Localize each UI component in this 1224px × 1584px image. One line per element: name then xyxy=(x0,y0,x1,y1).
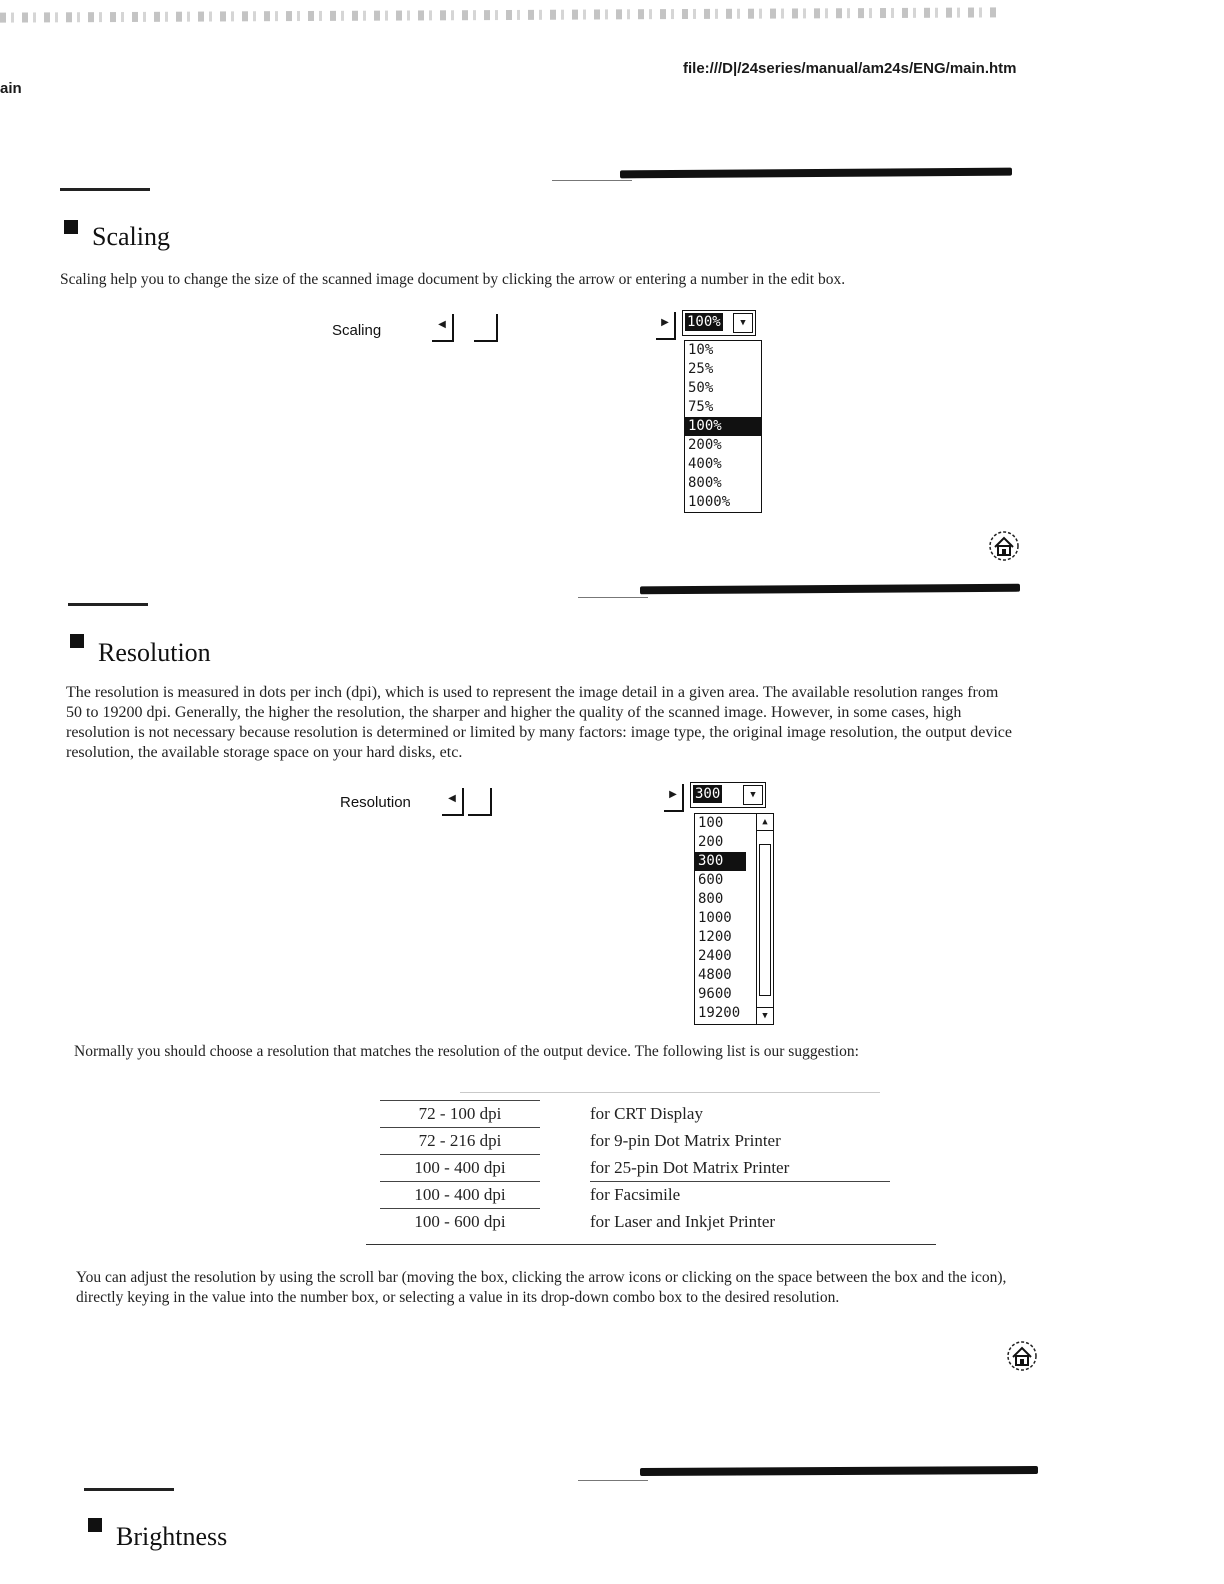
scroll-down-icon[interactable]: ▼ xyxy=(757,1007,773,1024)
scaling-option[interactable]: 10% xyxy=(688,342,714,358)
resolution-option[interactable]: 800 xyxy=(698,891,724,907)
resolution-scroll-track[interactable] xyxy=(468,788,492,816)
resolution-heading: Resolution xyxy=(98,638,211,667)
resolution-option[interactable]: 1200 xyxy=(698,929,732,945)
table-row xyxy=(380,1182,890,1209)
resolution-right-arrow-button[interactable] xyxy=(664,784,684,812)
device-name: for 9-pin Dot Matrix Printer xyxy=(590,1131,781,1150)
section-rule-long xyxy=(640,584,1020,595)
scaling-right-arrow-button[interactable] xyxy=(656,312,676,340)
device-name: for CRT Display xyxy=(590,1104,703,1123)
left-arrow-icon: ◀ xyxy=(438,319,446,330)
scaling-option-selected[interactable]: 100% xyxy=(685,417,761,436)
resolution-option[interactable]: 2400 xyxy=(698,948,732,964)
scaling-option[interactable]: 25% xyxy=(688,361,714,377)
scaling-option[interactable]: 1000% xyxy=(688,494,731,510)
resolution-suggestion-table xyxy=(380,1100,890,1235)
resolution-combo-value[interactable]: 300 xyxy=(695,786,721,802)
scaling-option[interactable]: 400% xyxy=(688,456,722,472)
table-row xyxy=(380,1155,890,1182)
resolution-option[interactable]: 200 xyxy=(698,834,724,850)
resolution-option[interactable]: 100 xyxy=(698,815,724,831)
dpi-range: 72 - 216 dpi xyxy=(380,1128,540,1155)
section-rule-long xyxy=(620,168,1012,179)
scroll-thumb[interactable] xyxy=(759,844,771,996)
scaling-options-list[interactable] xyxy=(684,340,762,513)
page-url: file:///D|/24series/manual/am24s/ENG/main.htm xyxy=(683,60,1017,77)
section-rule-thin xyxy=(578,597,648,598)
section-rule-thin xyxy=(552,180,632,181)
scaling-description: Scaling help you to change the size of the scanned image document by clicking the arrow or entering a number in the edit box. xyxy=(60,271,846,288)
resolution-option[interactable]: 19200 xyxy=(698,1005,741,1021)
device-name: for Laser and Inkjet Printer xyxy=(590,1211,776,1231)
resolution-option[interactable]: 9600 xyxy=(698,986,732,1002)
section-rule-short xyxy=(60,188,150,191)
resolution-description: The resolution is measured in dots per inch (dpi), which is used to represent the image detail in a given area. The available resolution ranges from 50 to 19200 dpi. Generally, the higher the resolution, the sharper and higher the quality of the scanned image. However, in some cases, high resolution is not necessary because resolution is determined or limited by many factors: image type, the original image resolution, the output device resolution, the available storage space on your hard disks, etc. xyxy=(66,684,1012,761)
scaling-control-label: Scaling xyxy=(332,322,382,339)
section-rule-long xyxy=(640,1466,1038,1476)
resolution-options-list[interactable] xyxy=(694,813,774,1025)
home-icon[interactable] xyxy=(988,530,1020,562)
scaling-option[interactable]: 75% xyxy=(688,399,714,415)
left-arrow-icon: ◀ xyxy=(448,793,456,804)
scaling-combo[interactable] xyxy=(682,310,756,336)
scaling-heading: Scaling xyxy=(92,222,170,251)
resolution-option-selected[interactable]: 300 xyxy=(695,852,746,871)
resolution-control-label: Resolution xyxy=(340,794,411,811)
table-row xyxy=(380,1128,890,1155)
table-top-rule xyxy=(460,1092,880,1093)
section-rule-short xyxy=(84,1488,174,1491)
resolution-option[interactable]: 4800 xyxy=(698,967,732,983)
section-rule-thin xyxy=(578,1480,648,1481)
resolution-list-scrollbar[interactable] xyxy=(756,814,773,1024)
section-bullet xyxy=(64,220,78,234)
dpi-range: 100 - 600 dpi xyxy=(414,1212,506,1231)
section-bullet xyxy=(88,1518,102,1532)
device-name: for Facsimile xyxy=(590,1185,681,1205)
section-rule-short xyxy=(68,603,148,606)
scaling-left-arrow-button[interactable] xyxy=(432,314,454,342)
dpi-range: 100 - 400 dpi xyxy=(380,1155,540,1182)
resolution-combo[interactable] xyxy=(690,782,766,808)
scroll-up-icon[interactable]: ▲ xyxy=(757,814,773,831)
dpi-range: 72 - 100 dpi xyxy=(380,1101,540,1128)
right-arrow-icon: ▶ xyxy=(661,317,669,328)
home-icon[interactable] xyxy=(1006,1340,1038,1372)
scaling-scroll-track[interactable] xyxy=(474,314,498,342)
resolution-option[interactable]: 600 xyxy=(698,872,724,888)
table-row xyxy=(380,1209,890,1236)
section-bullet xyxy=(70,634,84,648)
resolution-option[interactable]: 1000 xyxy=(698,910,732,926)
resolution-adjust-text: You can adjust the resolution by using the scroll bar (moving the box, clicking the arrow icons or clicking on the space between the box and the icon), directly keying in the value into the number box, or selecting a value in its drop-down combo box to the desired resolution. xyxy=(76,1269,1007,1306)
scaling-option[interactable]: 800% xyxy=(688,475,722,491)
scaling-option[interactable]: 50% xyxy=(688,380,714,396)
scan-noise xyxy=(0,7,1000,22)
resolution-suggestion-intro: Normally you should choose a resolution that matches the resolution of the output device. The following list is our suggestion: xyxy=(74,1043,859,1060)
dpi-range: 100 - 400 dpi xyxy=(380,1182,540,1209)
brightness-heading: Brightness xyxy=(116,1522,228,1551)
table-bottom-rule xyxy=(366,1244,936,1245)
table-row xyxy=(380,1101,890,1128)
scaling-option[interactable]: 200% xyxy=(688,437,722,453)
chevron-down-icon[interactable]: ▼ xyxy=(733,313,753,333)
header-left-fragment: ain xyxy=(0,80,22,97)
chevron-down-icon[interactable]: ▼ xyxy=(743,785,763,805)
device-name: for 25-pin Dot Matrix Printer xyxy=(590,1155,890,1182)
scaling-combo-value[interactable]: 100% xyxy=(687,314,721,330)
right-arrow-icon: ▶ xyxy=(669,789,677,800)
resolution-left-arrow-button[interactable] xyxy=(442,788,464,816)
